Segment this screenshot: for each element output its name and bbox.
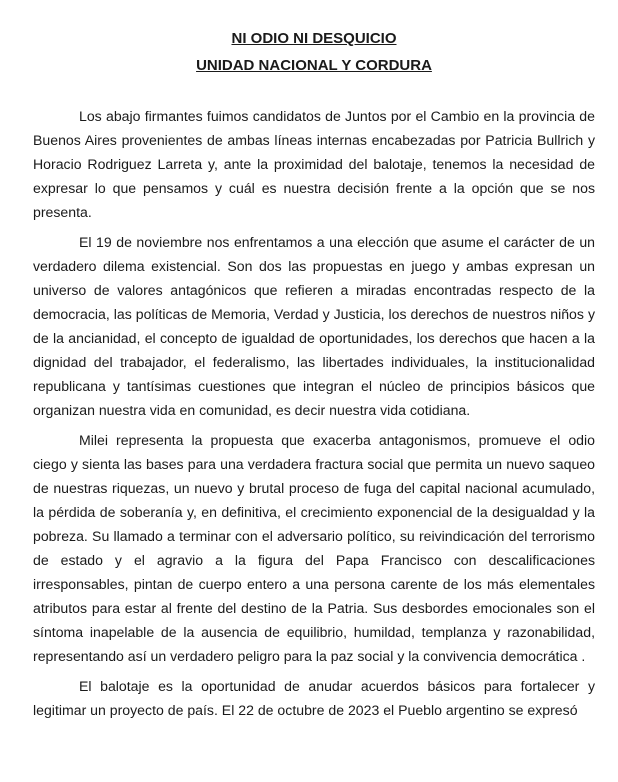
paragraph-1: Los abajo firmantes fuimos candidatos de Juntos por el Cambio en la provincia de Buenos Aires provenientes de ambas líneas internas encabezadas por Patricia Bullrich y Horacio Rodriguez Larreta y, ante la proximidad del balotaje, tenemos la necesidad de expresar lo que pensamos y cuál es nuestra decisión frente a la opción que se nos presenta. bbox=[33, 108, 595, 220]
paragraph-3: Milei representa la propuesta que exacerba antagonismos, promueve el odio ciego y sienta las bases para una verdadera fractura social que permita un nuevo saqueo de nuestras riquezas, un nuevo y brutal proceso de fuga del capital nacional acumulado, la pérdida de soberanía y, en definitiva, el crecimiento exponencial de la desigualdad y la pobreza. Su llamado a terminar con el adversario político, su reivindicación del terrorismo de estado y el agravio a la figura del Papa Francisco con descalificaciones irresponsables, pintan de cuerpo entero a una persona carente de los más elementales atributos para estar al frente del destino de la Patria. Sus desbordes emocionales son el síntoma inapelable de la ausencia de equilibrio, humildad, templanza y razonabilidad, representando así un verdadero peligro para la paz social y la convivencia democrática . bbox=[33, 432, 595, 664]
document-body bbox=[33, 104, 595, 722]
paragraph-4: El balotaje es la oportunidad de anudar acuerdos básicos para fortalecer y legitimar un proyecto de país. El 22 de octubre de 2023 el Pueblo argentino se expresó bbox=[33, 678, 595, 718]
paragraph-2: El 19 de noviembre nos enfrentamos a una elección que asume el carácter de un verdadero dilema existencial. Son dos las propuestas en juego y ambas expresan un universo de valores antagónicos que refieren a miradas encontradas respecto de la democracia, las políticas de Memoria, Verdad y Justicia, los derechos de nuestros niños y de la ancianidad, el concepto de igualdad de oportunidades, los derechos que hacen a la dignidad del trabajador, el federalismo, las libertades individuales, la institucionalidad republicana y tantísimas cuestiones que integran el núcleo de principios básicos que organizan nuestra vida en comunidad, es decir nuestra vida cotidiana. bbox=[33, 234, 595, 418]
document-title: NI ODIO NI DESQUICIO bbox=[231, 30, 397, 47]
document-page bbox=[33, 28, 595, 728]
document-subtitle: UNIDAD NACIONAL Y CORDURA bbox=[196, 57, 432, 74]
